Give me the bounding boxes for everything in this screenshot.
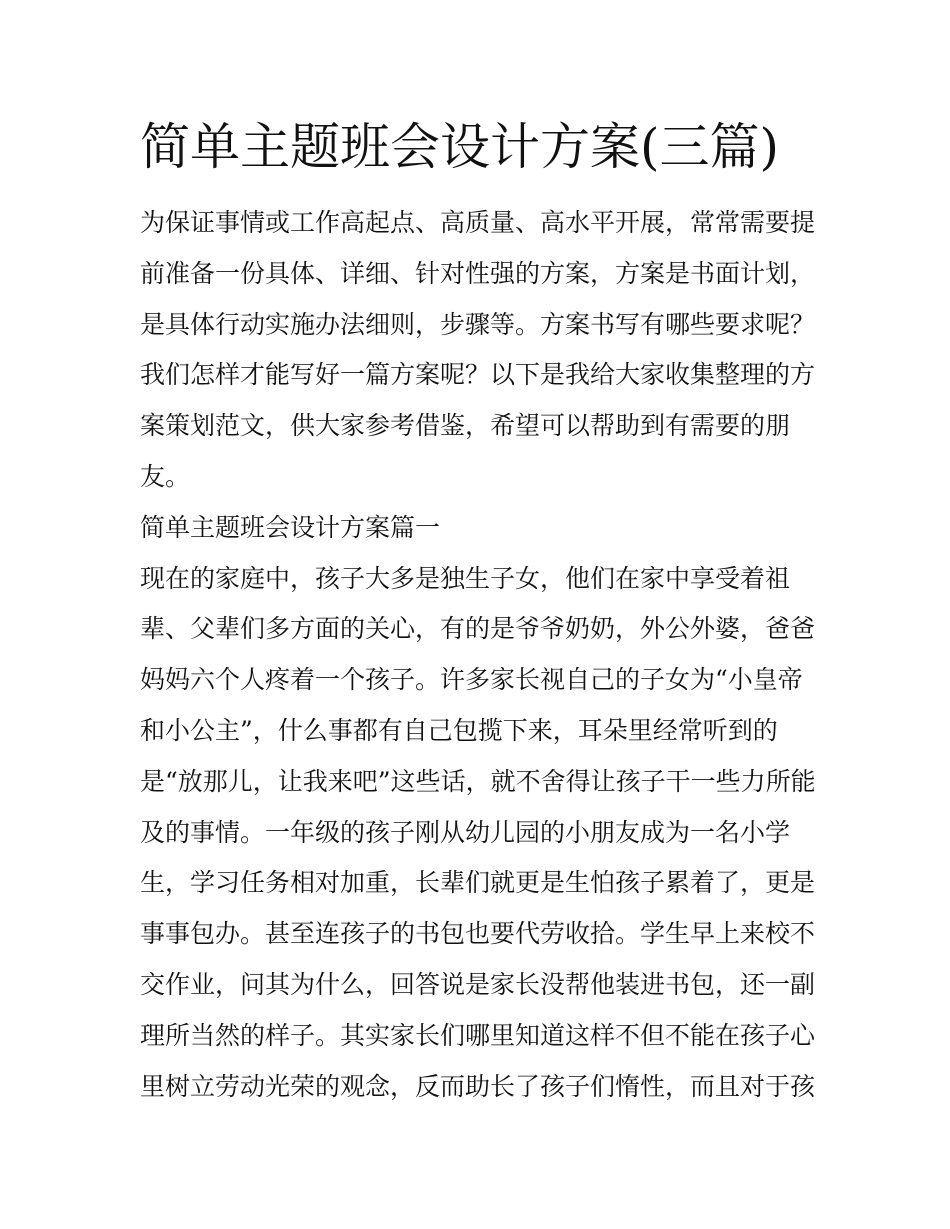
paragraph-line: 理所当然的样子。其实家长们哪里知道这样不但不能在孩子心: [140, 1020, 816, 1050]
paragraph-line: 及的事情。一年级的孩子刚从幼儿园的小朋友成为一名小学: [140, 817, 791, 847]
paragraph-line: 是具体行动实施办法细则，步骤等。方案书写有哪些要求呢？: [140, 309, 816, 339]
paragraph-line: 妈妈六个人疼着一个孩子。许多家长视自己的子女为“小皇帝: [140, 665, 803, 695]
paragraph-line: 事事包办。甚至连孩子的书包也要代劳收拾。学生早上来校不: [140, 919, 816, 949]
paragraph-line: 现在的家庭中，孩子大多是独生子女，他们在家中享受着祖: [140, 563, 791, 593]
paragraph-line: 里树立劳动光荣的观念，反而助长了孩子们惰性，而且对于孩: [140, 1071, 816, 1101]
paragraph-line: 生，学习任务相对加重，长辈们就更是生怕孩子累着了，更是: [140, 868, 816, 898]
paragraph-line: 是“放那儿，让我来吧”这些话，就不舍得让孩子干一些力所能: [140, 766, 816, 796]
document-body: [140, 198, 820, 1112]
paragraph-line: 我们怎样才能写好一篇方案呢？以下是我给大家收集整理的方: [140, 360, 816, 390]
paragraph-line: 辈、父辈们多方面的关心，有的是爷爷奶奶，外公外婆，爸爸: [140, 614, 816, 644]
paragraph-line: 前准备一份具体、详细、针对性强的方案，方案是书面计划，: [140, 258, 816, 288]
paragraph-line: 为保证事情或工作高起点、高质量、高水平开展，常常需要提: [140, 208, 816, 237]
paragraph-line: 案策划范文，供大家参考借鉴，希望可以帮助到有需要的朋: [140, 411, 791, 441]
document-title: 简单主题班会设计方案(三篇): [140, 118, 780, 176]
paragraph-line: 交作业，问其为什么，回答说是家长没帮他装进书包，还一副: [140, 969, 816, 999]
paragraph-line: 和小公主”，什么事都有自己包揽下来，耳朵里经常听到的: [140, 715, 778, 745]
paragraph-line: 友。: [140, 461, 191, 491]
section-heading: 简单主题班会设计方案篇一: [140, 512, 441, 542]
